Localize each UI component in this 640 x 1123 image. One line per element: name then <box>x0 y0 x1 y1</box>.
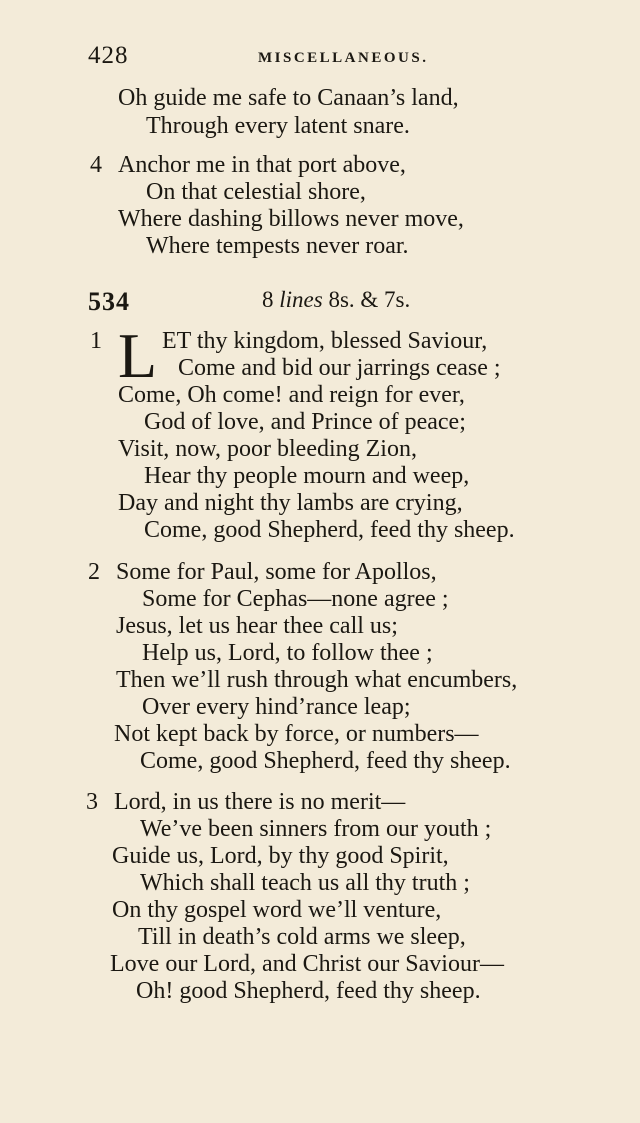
verse-line: Where dashing billows never move, <box>118 206 464 232</box>
verse-line: Over every hind’rance leap; <box>142 694 411 720</box>
stanza-number: 3 <box>86 789 98 815</box>
verse-line: Help us, Lord, to follow thee ; <box>142 640 433 666</box>
verse-line: ET thy kingdom, blessed Saviour, <box>162 328 488 354</box>
stanza-number: 2 <box>88 559 100 585</box>
running-head: MISCELLANEOUS. <box>258 50 429 66</box>
verse-line: Oh! good Shepherd, feed thy sheep. <box>136 978 481 1004</box>
verse-line: Some for Paul, some for Apollos, <box>116 559 437 585</box>
verse-line: Jesus, let us hear thee call us; <box>116 613 398 639</box>
verse-line: Come and bid our jarrings cease ; <box>178 355 501 381</box>
verse-line: Till in death’s cold arms we sleep, <box>138 924 466 950</box>
stanza-number: 1 <box>90 328 102 354</box>
hymn-number: 534 <box>88 287 130 316</box>
verse-line: On that celestial shore, <box>146 179 366 205</box>
verse-line: On thy gospel word we’ll venture, <box>112 897 442 923</box>
page-number: 428 <box>88 42 129 69</box>
page-header <box>88 42 448 72</box>
verse-line: Hear thy people mourn and weep, <box>144 463 470 489</box>
verse-line: Then we’ll rush through what encumbers, <box>116 667 518 693</box>
drop-cap: L <box>118 320 158 391</box>
verse-line: Oh guide me safe to Canaan’s land, <box>118 85 459 111</box>
verse-line: Some for Cephas—none agree ; <box>142 586 449 612</box>
verse-line: Where tempests never roar. <box>146 233 409 259</box>
verse-line: Not kept back by force, or numbers— <box>114 721 479 747</box>
verse-line: We’ve been sinners from our youth ; <box>140 816 492 842</box>
verse-line: God of love, and Prince of peace; <box>144 409 466 435</box>
verse-line: Day and night thy lambs are crying, <box>118 490 463 516</box>
verse-line: Come, good Shepherd, feed thy sheep. <box>140 748 511 774</box>
verse-line: Through every latent snare. <box>146 113 410 139</box>
hymn-meter: 8 lines 8s. & 7s. <box>262 287 411 312</box>
stanza-number: 4 <box>90 152 102 178</box>
verse-line: Anchor me in that port above, <box>118 152 406 178</box>
verse-line: Come, good Shepherd, feed thy sheep. <box>144 517 515 543</box>
verse-line: Visit, now, poor bleeding Zion, <box>118 436 417 462</box>
verse-line: Lord, in us there is no merit— <box>114 789 406 815</box>
verse-line: Which shall teach us all thy truth ; <box>140 870 470 896</box>
verse-line: Guide us, Lord, by thy good Spirit, <box>112 843 449 869</box>
verse-line: Come, Oh come! and reign for ever, <box>118 382 465 408</box>
verse-line: Love our Lord, and Christ our Saviour— <box>110 951 504 977</box>
